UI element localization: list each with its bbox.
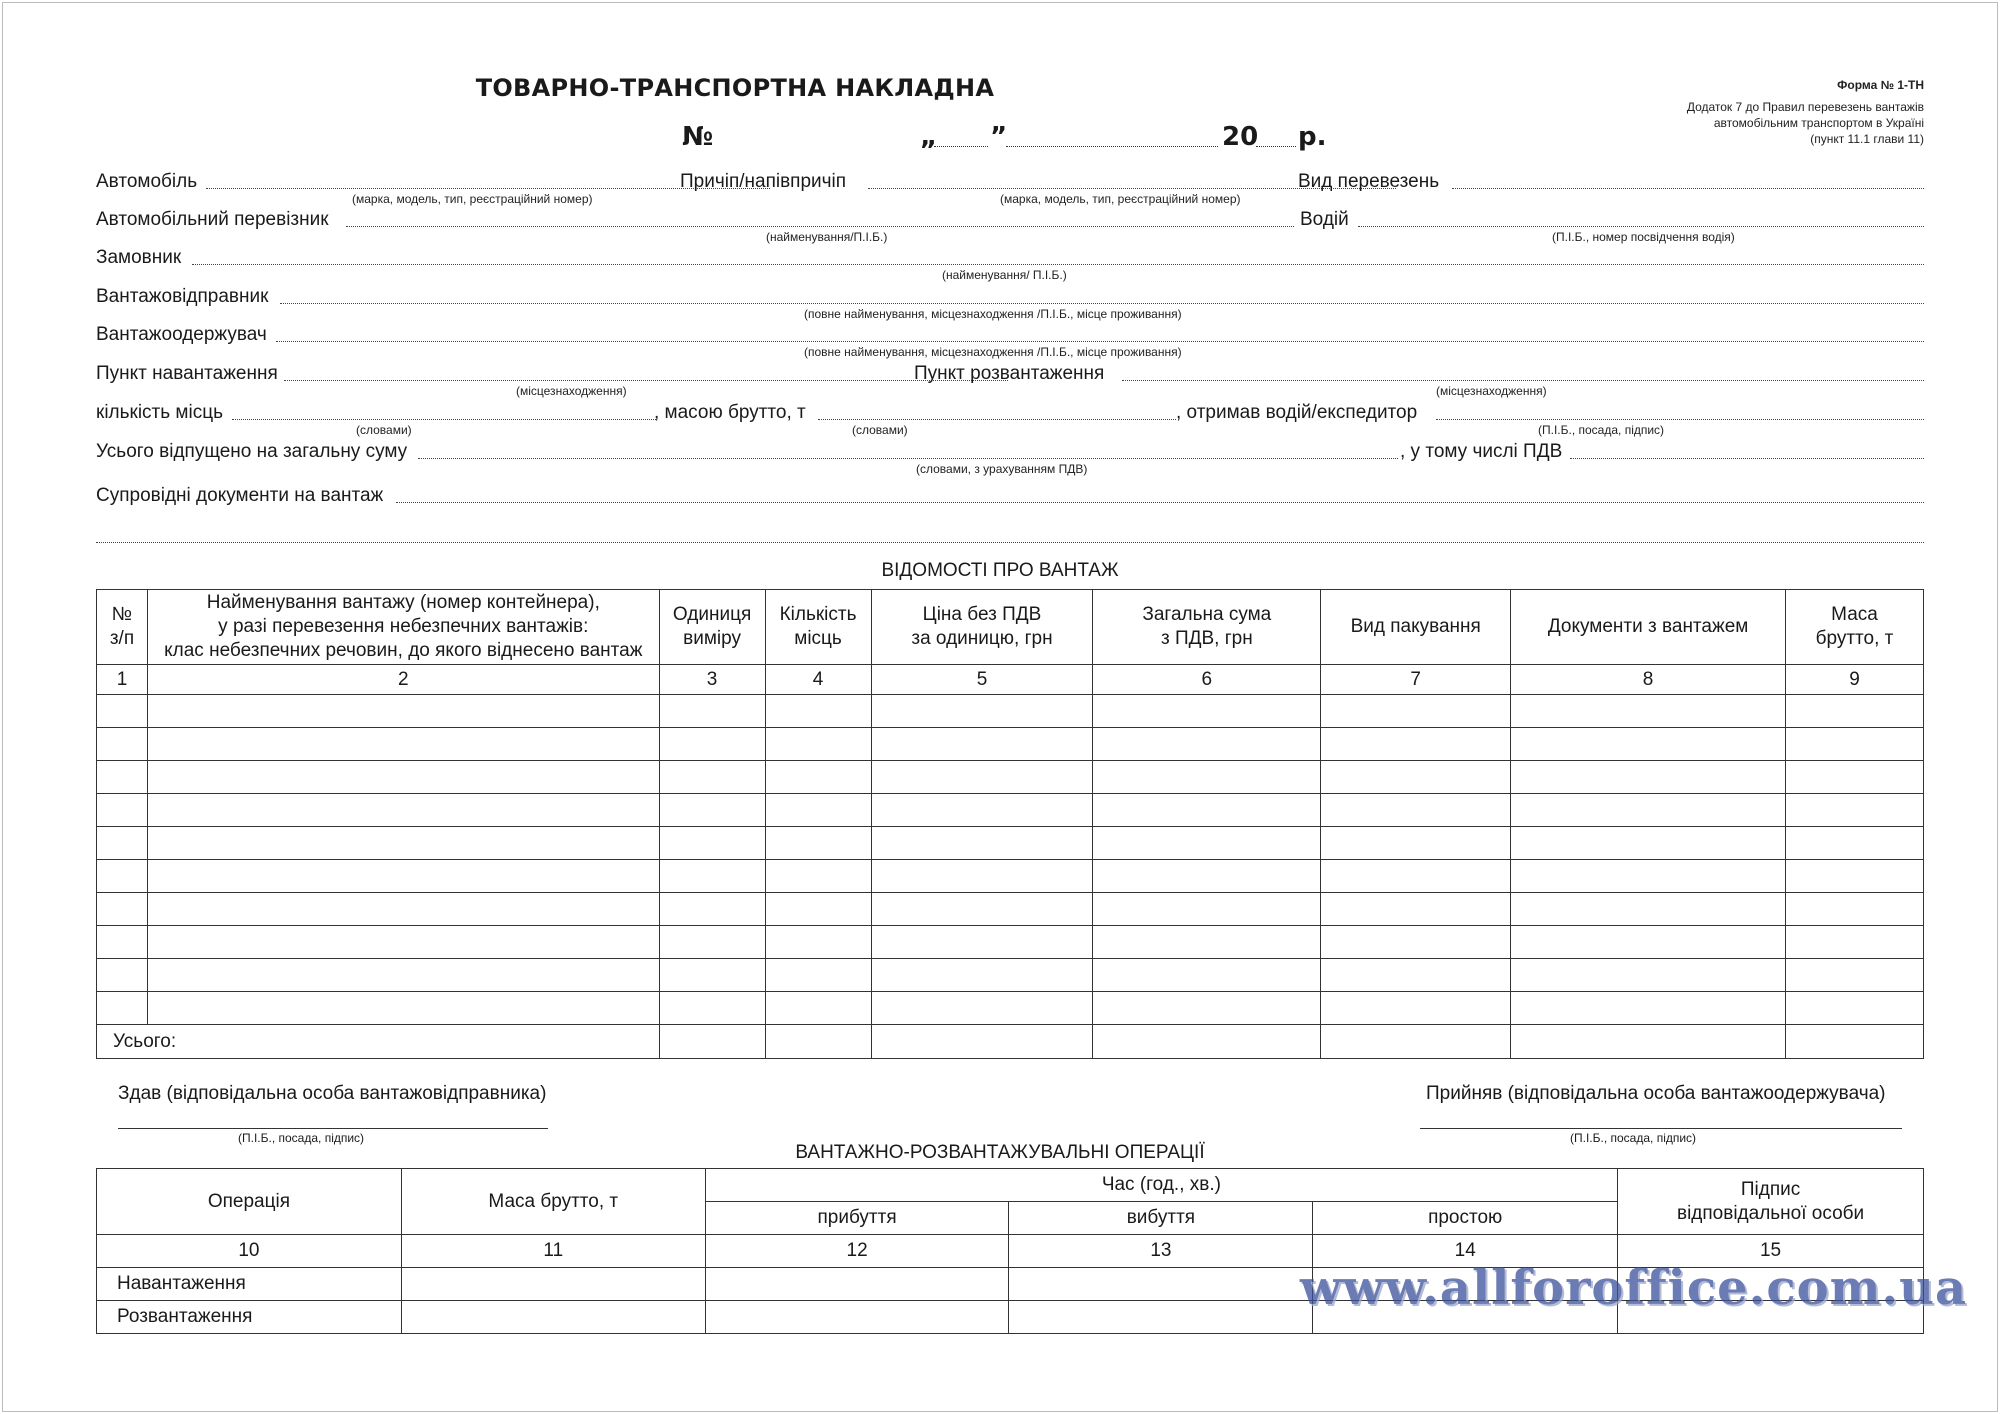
points-row [96, 362, 1924, 402]
table-row [97, 926, 1924, 959]
cargo-cell[interactable] [871, 761, 1093, 794]
cargo-header-row [97, 590, 1924, 665]
handed-over-label: Здав (відповідальна особа вантажовідправника) [118, 1083, 547, 1104]
loading-point-hint: (місцезнаходження) [516, 384, 627, 398]
cargo-cell[interactable] [97, 893, 148, 926]
cargo-cell[interactable] [765, 860, 871, 893]
cargo-cell[interactable] [1786, 926, 1924, 959]
cargo-cell[interactable] [1093, 695, 1321, 728]
number-date-line [682, 122, 1342, 156]
driver-hint: (П.І.Б., номер посвідчення водія) [1552, 230, 1735, 244]
cargo-cell[interactable] [659, 761, 765, 794]
customer-hint: (найменування/ П.І.Б.) [942, 268, 1067, 282]
operations-section-title: ВАНТАЖНО-РОЗВАНТАЖУВАЛЬНІ ОПЕРАЦІЇ [795, 1142, 1205, 1163]
ops-cell[interactable] [1009, 1268, 1313, 1301]
cargo-cell[interactable] [1511, 926, 1786, 959]
total-cell[interactable] [1786, 1025, 1924, 1059]
col-header-documents: Документи з вантажем [1511, 590, 1786, 665]
loading-point-label: Пункт навантаження [96, 363, 278, 384]
customer-row [96, 246, 1924, 286]
ops-header-signature: Підпис відповідальної особи [1618, 1169, 1924, 1235]
quantity-row [96, 401, 1924, 441]
cargo-cell[interactable] [97, 794, 148, 827]
consignee-hint: (повне найменування, місцезнаходження /П.І.Б., місце проживання) [804, 345, 1182, 359]
cargo-cell[interactable] [1093, 860, 1321, 893]
cargo-cell[interactable] [1321, 728, 1511, 761]
cargo-cell[interactable] [1511, 893, 1786, 926]
col-number: 7 [1321, 665, 1511, 695]
cargo-cell[interactable] [1321, 893, 1511, 926]
accepted-signature-line[interactable] [1420, 1128, 1902, 1129]
cargo-cell[interactable] [1786, 827, 1924, 860]
transport-type-label: Вид перевезень [1298, 171, 1440, 192]
places-count-hint: (словами) [356, 423, 412, 437]
cargo-cell[interactable] [97, 728, 148, 761]
cargo-cell[interactable] [147, 794, 659, 827]
col-number: 13 [1009, 1235, 1313, 1268]
table-row [97, 794, 1924, 827]
cargo-cell[interactable] [1321, 959, 1511, 992]
driver-field[interactable] [1358, 226, 1924, 227]
total-sum-hint: (словами, з урахуванням ПДВ) [916, 462, 1088, 476]
cargo-cell[interactable] [97, 926, 148, 959]
cargo-cell[interactable] [871, 827, 1093, 860]
col-number: 6 [1093, 665, 1321, 695]
cargo-cell[interactable] [765, 728, 871, 761]
total-sum-field[interactable] [418, 458, 1398, 459]
cargo-cell[interactable] [97, 761, 148, 794]
unloading-point-label: Пункт розвантаження [914, 363, 1105, 384]
total-sum-label: Усього відпущено на загальну суму [96, 441, 408, 462]
consignee-field[interactable] [276, 341, 1924, 342]
cargo-cell[interactable] [1511, 761, 1786, 794]
month-fill[interactable] [1006, 146, 1218, 147]
col-header-cargo-name: Найменування вантажу (номер контейнера), у разі перевезення небезпечних вантажів: клас небезпечних речовин, до якого віднесено вантаж [147, 590, 659, 665]
shipper-field[interactable] [280, 303, 1924, 304]
cargo-cell[interactable] [1786, 794, 1924, 827]
cargo-cell[interactable] [1321, 827, 1511, 860]
cargo-cell[interactable] [1321, 794, 1511, 827]
col-header-packaging: Вид пакування [1321, 590, 1511, 665]
cargo-cell[interactable] [659, 893, 765, 926]
gross-mass-label: , масою брутто, т [654, 402, 806, 423]
cargo-cell[interactable] [147, 695, 659, 728]
cargo-cell[interactable] [1511, 695, 1786, 728]
ops-header-time: Час (год., хв.) [705, 1169, 1617, 1202]
driver-label: Водій [1300, 209, 1349, 230]
cargo-cell[interactable] [97, 860, 148, 893]
vat-label: , у тому числі ПДВ [1400, 441, 1563, 462]
cargo-cell[interactable] [871, 860, 1093, 893]
cargo-cell[interactable] [1786, 992, 1924, 1025]
cargo-cell[interactable] [871, 992, 1093, 1025]
loading-point-field[interactable] [284, 380, 1008, 381]
accepted-label: Прийняв (відповідальна особа вантажоодержувача) [1426, 1083, 1886, 1104]
table-row [97, 893, 1924, 926]
quote-close: ” [990, 122, 1008, 152]
cargo-cell[interactable] [659, 728, 765, 761]
cargo-cell[interactable] [1321, 992, 1511, 1025]
cargo-cell[interactable] [659, 827, 765, 860]
table-row [97, 827, 1924, 860]
cargo-cell[interactable] [97, 827, 148, 860]
total-cell[interactable] [1511, 1025, 1786, 1059]
cargo-cell[interactable] [871, 926, 1093, 959]
cargo-table [96, 589, 1924, 1059]
cargo-cell[interactable] [1786, 695, 1924, 728]
day-fill[interactable] [934, 146, 988, 147]
cargo-cell[interactable] [1511, 959, 1786, 992]
cargo-cell[interactable] [1321, 761, 1511, 794]
ops-header-idle: простою [1313, 1202, 1618, 1235]
cargo-cell[interactable] [765, 893, 871, 926]
consignee-label: Вантажоодержувач [96, 324, 267, 345]
col-header-mass: Маса брутто, т [1786, 590, 1924, 665]
cargo-cell[interactable] [1321, 860, 1511, 893]
form-id: Форма № 1-ТН [1837, 78, 1924, 92]
gross-mass-hint: (словами) [852, 423, 908, 437]
customer-label: Замовник [96, 247, 182, 268]
cargo-cell[interactable] [1786, 860, 1924, 893]
cargo-col-number-row [97, 665, 1924, 695]
cargo-cell[interactable] [1093, 794, 1321, 827]
ops-header-departure: вибуття [1009, 1202, 1313, 1235]
col-number: 11 [401, 1235, 705, 1268]
form-note-line: (пункт 11.1 глави 11) [1810, 132, 1924, 146]
col-header-price: Ціна без ПДВ за одиницю, грн [871, 590, 1093, 665]
cargo-cell[interactable] [97, 959, 148, 992]
cargo-cell[interactable] [871, 794, 1093, 827]
col-header-total: Загальна сума з ПДВ, грн [1093, 590, 1321, 665]
cargo-cell[interactable] [1321, 926, 1511, 959]
cargo-cell[interactable] [659, 992, 765, 1025]
trailer-hint: (марка, модель, тип, реєстраційний номер) [1000, 192, 1241, 206]
total-sum-row [96, 440, 1924, 480]
table-row [97, 959, 1924, 992]
year-prefix: 20 [1222, 122, 1259, 152]
vehicle-hint: (марка, модель, тип, реєстраційний номер) [352, 192, 593, 206]
transport-type-field[interactable] [1452, 188, 1924, 189]
form-note-line: Додаток 7 до Правил перевезень вантажів [1686, 100, 1924, 114]
cargo-cell[interactable] [1786, 761, 1924, 794]
cargo-cell[interactable] [871, 959, 1093, 992]
vehicle-row [96, 170, 1924, 210]
col-number: 3 [659, 665, 765, 695]
places-count-field[interactable] [232, 419, 656, 420]
col-number: 15 [1618, 1235, 1924, 1268]
unloading-point-field[interactable] [1122, 380, 1924, 381]
cargo-cell[interactable] [147, 959, 659, 992]
col-number: 8 [1511, 665, 1786, 695]
form-title: ТОВАРНО-ТРАНСПОРТНА НАКЛАДНА [475, 74, 995, 102]
cargo-cell[interactable] [147, 827, 659, 860]
table-row [97, 992, 1924, 1025]
total-cell[interactable] [871, 1025, 1093, 1059]
cargo-cell[interactable] [147, 860, 659, 893]
col-number: 2 [147, 665, 659, 695]
cargo-cell[interactable] [1511, 992, 1786, 1025]
shipper-hint: (повне найменування, місцезнаходження /П.І.Б., місце проживання) [804, 307, 1182, 321]
total-cell[interactable] [1321, 1025, 1511, 1059]
col-number: 5 [871, 665, 1093, 695]
cargo-rows [97, 695, 1924, 1025]
cargo-cell[interactable] [765, 794, 871, 827]
number-sign: № [682, 122, 714, 152]
carrier-hint: (найменування/П.І.Б.) [766, 230, 888, 244]
cargo-total-label: Усього: [97, 1025, 660, 1059]
received-by-hint: (П.І.Б., посада, підпис) [1538, 423, 1665, 437]
carrier-label: Автомобільний перевізник [96, 209, 329, 230]
cargo-cell[interactable] [147, 926, 659, 959]
handed-over-signature-line[interactable] [118, 1128, 548, 1129]
vehicle-label: Автомобіль [96, 171, 198, 192]
cargo-cell[interactable] [765, 827, 871, 860]
table-row [97, 728, 1924, 761]
cargo-cell[interactable] [765, 761, 871, 794]
table-row [97, 695, 1924, 728]
cargo-cell[interactable] [871, 893, 1093, 926]
watermark-url: www.allforoffice.com.ua [1300, 1260, 1968, 1316]
cargo-cell[interactable] [871, 728, 1093, 761]
cargo-cell[interactable] [1786, 959, 1924, 992]
unloading-point-hint: (місцезнаходження) [1436, 384, 1547, 398]
cargo-cell[interactable] [765, 695, 871, 728]
cargo-cell[interactable] [659, 860, 765, 893]
gross-mass-field[interactable] [818, 419, 1176, 420]
carrier-field[interactable] [346, 226, 1294, 227]
handed-over-hint: (П.І.Б., посада, підпис) [238, 1131, 365, 1145]
cargo-cell[interactable] [1093, 893, 1321, 926]
cargo-cell[interactable] [147, 992, 659, 1025]
shipper-row [96, 285, 1924, 325]
cargo-cell[interactable] [1093, 992, 1321, 1025]
cargo-cell[interactable] [1093, 959, 1321, 992]
ops-row-label: Розвантаження [97, 1301, 402, 1334]
cargo-cell[interactable] [765, 992, 871, 1025]
cargo-cell[interactable] [1093, 728, 1321, 761]
cargo-cell[interactable] [1093, 761, 1321, 794]
ops-header-mass: Маса брутто, т [401, 1169, 705, 1235]
received-by-label: , отримав водій/експедитор [1176, 402, 1418, 423]
documents-field[interactable] [396, 502, 1924, 503]
year-fill[interactable] [1256, 146, 1296, 147]
ops-cell[interactable] [401, 1268, 705, 1301]
cargo-cell[interactable] [1511, 860, 1786, 893]
ops-header-operation: Операція [97, 1169, 402, 1235]
cargo-cell[interactable] [147, 761, 659, 794]
customer-field[interactable] [192, 264, 1924, 265]
col-number: 1 [97, 665, 148, 695]
ops-cell[interactable] [1009, 1301, 1313, 1334]
cargo-cell[interactable] [147, 728, 659, 761]
form-note-line: автомобільним транспортом в Україні [1713, 116, 1924, 130]
cargo-total-row [97, 1025, 1924, 1059]
cargo-section-title: ВІДОМОСТІ ПРО ВАНТАЖ [881, 560, 1119, 581]
documents-label: Супровідні документи на вантаж [96, 485, 384, 506]
shipper-label: Вантажовідправник [96, 286, 269, 307]
cargo-cell[interactable] [659, 695, 765, 728]
cargo-cell[interactable] [1786, 893, 1924, 926]
total-cell[interactable] [659, 1025, 765, 1059]
total-cell[interactable] [765, 1025, 871, 1059]
year-suffix: р. [1298, 122, 1327, 152]
cargo-cell[interactable] [659, 926, 765, 959]
cargo-cell[interactable] [1511, 827, 1786, 860]
consignee-row [96, 323, 1924, 363]
ops-cell[interactable] [705, 1301, 1009, 1334]
col-number: 12 [705, 1235, 1009, 1268]
cargo-cell[interactable] [765, 959, 871, 992]
total-cell[interactable] [1093, 1025, 1321, 1059]
table-row [97, 761, 1924, 794]
carrier-row [96, 208, 1924, 248]
col-header-unit: Одиниця виміру [659, 590, 765, 665]
cargo-cell[interactable] [97, 695, 148, 728]
cargo-cell[interactable] [659, 959, 765, 992]
ops-header-arrival: прибуття [705, 1202, 1009, 1235]
col-header-number: № з/п [97, 590, 148, 665]
ops-row-label: Навантаження [97, 1268, 402, 1301]
col-number: 4 [765, 665, 871, 695]
col-number: 9 [1786, 665, 1924, 695]
cargo-cell[interactable] [147, 893, 659, 926]
col-header-places: Кількість місць [765, 590, 871, 665]
cargo-cell[interactable] [1093, 926, 1321, 959]
cargo-cell[interactable] [1321, 695, 1511, 728]
quote-open: „ [920, 122, 938, 152]
cargo-cell[interactable] [765, 926, 871, 959]
form-note [1687, 99, 1924, 147]
table-row [97, 860, 1924, 893]
ops-cell[interactable] [705, 1268, 1009, 1301]
trailer-label: Причіп/напівпричіп [680, 171, 847, 192]
cargo-cell[interactable] [97, 992, 148, 1025]
col-number: 14 [1313, 1235, 1618, 1268]
vat-field[interactable] [1570, 458, 1924, 459]
ops-header-row-1 [97, 1169, 1924, 1202]
cargo-cell[interactable] [1511, 794, 1786, 827]
documents-field-extra[interactable] [96, 542, 1924, 543]
col-number: 10 [97, 1235, 402, 1268]
ops-cell[interactable] [401, 1301, 705, 1334]
places-count-label: кількість місць [96, 402, 223, 423]
cargo-cell[interactable] [1093, 827, 1321, 860]
cargo-cell[interactable] [871, 695, 1093, 728]
cargo-cell[interactable] [1786, 728, 1924, 761]
accepted-hint: (П.І.Б., посада, підпис) [1570, 1131, 1697, 1145]
cargo-cell[interactable] [659, 794, 765, 827]
received-by-field[interactable] [1436, 419, 1924, 420]
cargo-cell[interactable] [1511, 728, 1786, 761]
documents-row [96, 484, 1924, 524]
